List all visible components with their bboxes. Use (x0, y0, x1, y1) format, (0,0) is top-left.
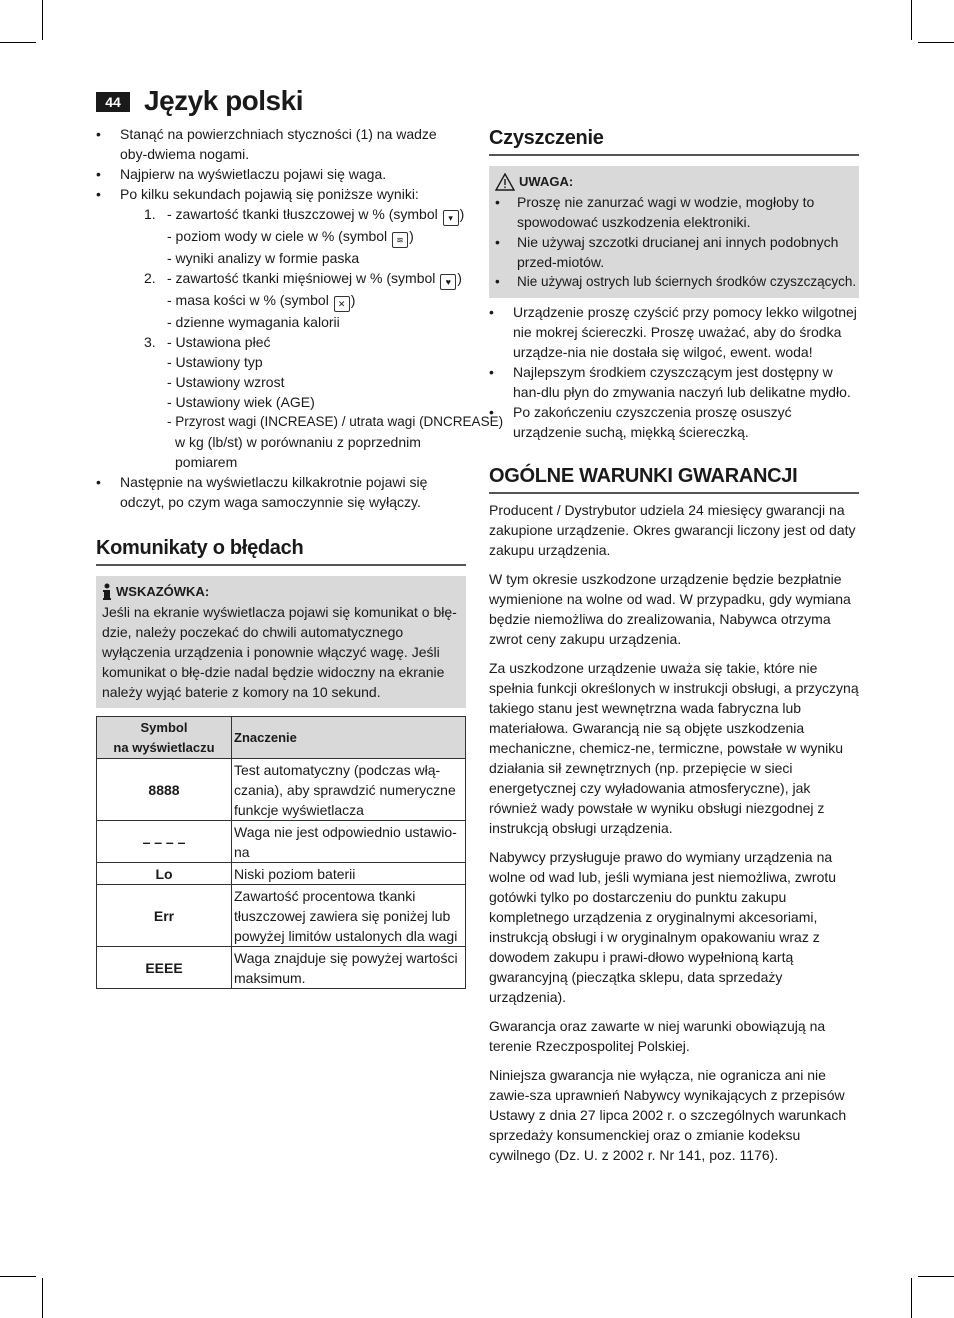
warranty-paragraph: Za uszkodzone urządzenie uważa się takie, które nie spełnia funkcji określonych w instrukcji obsługi, a przyczyną takiego stanu jest wewnętrzna wada fabryczna lub materiałowa. Gwarancją nie są objęte uszkodzenia mechaniczne, chemicz-ne, termiczne, powstałe w wyniku działania sił zewnętrznych (np. przepięcie w sieci energetycznej czy wyładowania atmosferyczne), jak również wady powstałe w wyniku obsługi niezgodnej z instrukcją obsługi urządzenia. (489, 660, 859, 836)
table-cell-symbol: Err (97, 885, 232, 947)
results-sublist (120, 204, 504, 472)
tip-text: Jeśli na ekranie wyświetlacza pojawi się komunikat o błę-dzie, należy poczekać do chwili automatycznego wyłączenia urządzenia i ponownie włączyć wagę. Jeśli komunikat o błę-dzie nadal będzie widoczny na ekranie należy wyjąć baterie z komory na 10 sekund. (102, 604, 457, 700)
result-number: 2. (144, 270, 156, 286)
cleaning-list (489, 302, 859, 442)
crop-mark (911, 0, 912, 40)
warning-triangle-icon (495, 173, 515, 191)
list-item: • Urządzenie proszę czyścić przy pomocy lekko wilgotnej nie mokrej ściereczki. Proszę uważać, aby do środka urządze-nia nie dostała się wilgoć, ewent. woda! (489, 302, 859, 362)
table-row (97, 947, 466, 989)
result-number: 1. (144, 206, 156, 222)
warranty-paragraph: Producent / Dystrybutor udziela 24 miesięcy gwarancji na zakupione urządzenie. Okres gwarancji liczony jest od daty zakupu urządzenia. (489, 502, 856, 558)
crop-mark (911, 1278, 912, 1318)
result-line: - Przyrost wagi (INCREASE) / utrata wagi (DNCREASE) (167, 414, 504, 429)
table-cell-meaning: Waga nie jest odpowiednio ustawio-na (232, 821, 466, 863)
crop-mark (0, 42, 36, 43)
warranty-paragraph: Niniejsza gwarancja nie wyłącza, nie ogranicza ani nie zawie-sza uprawnień Nabywcy wynikających z przepisów Ustawy z dnia 27 lipca 2002 r. o szczególnych warunkach sprzedaży konsumenckiej oraz o zmianie kodeksu cywilnego (Dz. U. z 2002 r. Nr 141, poz. 1176). (489, 1067, 847, 1163)
table-row (97, 863, 466, 885)
table-row (97, 759, 466, 821)
crop-mark (918, 1276, 954, 1277)
crop-mark (42, 1278, 43, 1318)
list-item: • Stanąć na powierzchniach styczności (1) na wadze oby-dwiema nogami. (96, 124, 466, 164)
page-title: Język polski (144, 85, 303, 116)
crop-mark (918, 42, 954, 43)
warranty-paragraph: Gwarancja oraz zawarte w niej warunki obowiązują na terenie Rzeczpospolitej Polskiej. (489, 1018, 826, 1054)
errors-heading: Komunikaty o błędach (96, 534, 466, 566)
results-list (96, 124, 504, 512)
table-row (97, 821, 466, 863)
list-item: • Po zakończeniu czyszczenia proszę osuszyć urządzenie suchą, miękką ściereczką. (489, 402, 859, 442)
crop-mark (42, 0, 43, 40)
column-header-symbol: Symbol na wyświetlaczu (97, 717, 232, 759)
table-cell-meaning: Test automatyczny (podczas włą-czania), aby sprawdzić numeryczne funkcje wyświetlacza (232, 759, 466, 821)
result-line: - Ustawiona płeć (167, 334, 271, 350)
tip-box (96, 576, 466, 708)
table-row (97, 885, 466, 947)
result-line: - masa kości w % (symbol (167, 292, 329, 308)
result-group (144, 332, 504, 472)
warning-label: UWAGA: (519, 174, 574, 189)
result-line: - Ustawiony typ (167, 354, 263, 370)
list-item: • Najlepszym środkiem czyszczącym jest dostępny w han-dlu płyn do zmywania naczyń lub delikatne mydło. (489, 362, 859, 402)
result-line: - Ustawiony wzrost (167, 374, 285, 390)
result-line: - zawartość tkanki mięśniowej w % (symbol (167, 270, 436, 286)
table-cell-meaning: Zawartość procentowa tkanki tłuszczowej zawiera się poniżej lub powyżej limitów ustalonych dla wagi (232, 885, 466, 947)
table-cell-symbol: – – – – (97, 821, 232, 863)
warranty-text (489, 500, 859, 1165)
error-table (96, 716, 466, 989)
warranty-heading: OGÓLNE WARUNKI GWARANCJI (489, 462, 859, 494)
crop-mark (0, 1276, 36, 1277)
result-line: - dzienne wymagania kalorii (167, 314, 340, 330)
list-item-text: Po kilku sekundach pojawią się poniższe wyniki: (120, 186, 419, 202)
list-item: • Najpierw na wyświetlaczu pojawi się waga. (96, 164, 466, 184)
info-icon (102, 583, 112, 601)
column-header-meaning: Znaczenie (232, 717, 466, 759)
list-item (96, 184, 504, 472)
list-item: • Nie używaj ostrych lub ściernych środków czyszczących. (495, 272, 853, 292)
warning-box (489, 166, 859, 298)
warning-list (495, 192, 857, 292)
list-item: • Nie używaj szczotki drucianej ani innych podobnych przed-miotów. (495, 232, 853, 272)
list-item: • Proszę nie zanurzać wagi w wodzie, mogłoby to spowodować uszkodzenia elektroniki. (495, 192, 853, 232)
fat-symbol-icon: ▾ (443, 210, 459, 226)
warranty-paragraph: Nabywcy przysługuje prawo do wymiany urządzenia na wolne od wad lub, jeśli wymiana jest niemożliwa, zwrotu gotówki tylko po dostarczeniu do punktu zakupu kompletnego urządzenia z oryginalnymi akcesoriami, instrukcją obsługi i w oryginalnym opakowaniu wraz z dowodem zakupu i prawi-dłowo wypełnioną kartą gwarancyjną (pieczątka sklepu, data sprzedaży urządzenia). (489, 849, 837, 1005)
cleaning-heading: Czyszczenie (489, 124, 859, 156)
muscle-symbol-icon: ♥ (440, 274, 456, 290)
table-cell-meaning: Waga znajduje się powyżej wartości maksimum. (232, 947, 466, 989)
result-line: - Ustawiony wiek (AGE) (167, 394, 315, 410)
result-line: w kg (lb/st) w porównaniu z poprzednim pomiarem (175, 434, 421, 470)
left-column (96, 124, 504, 989)
result-line: - poziom wody w ciele w % (symbol (167, 228, 388, 244)
page-number: 44 (96, 92, 130, 112)
table-cell-symbol: 8888 (97, 759, 232, 821)
table-cell-symbol: Lo (97, 863, 232, 885)
table-header-row (97, 717, 466, 759)
right-column (489, 124, 859, 1174)
water-symbol-icon: ≋ (392, 232, 408, 248)
result-line: - wyniki analizy w formie paska (167, 250, 360, 266)
result-group: 2. - zawartość tkanki mięśniowej w % (symbol ♥ ) - masa kości w % (symbol ✕ ) - dzienne wymagania kalorii (144, 268, 466, 332)
list-item: • Następnie na wyświetlaczu kilkakrotnie pojawi się odczyt, po czym waga samoczynnie się wyłączy. (96, 472, 466, 512)
result-group: 1. - zawartość tkanki tłuszczowej w % (symbol ▾ ) - poziom wody w ciele w % (symbol ≋ ) - wyniki analizy w formie paska (144, 206, 465, 266)
result-number: 3. (144, 334, 156, 350)
bone-symbol-icon: ✕ (334, 296, 350, 312)
table-cell-symbol: EEEE (97, 947, 232, 989)
result-line: - zawartość tkanki tłuszczowej w % (symbol (167, 206, 438, 222)
table-cell-meaning: Niski poziom baterii (232, 863, 466, 885)
tip-label: WSKAZÓWKA: (116, 584, 210, 599)
warranty-paragraph: W tym okresie uszkodzone urządzenie będzie bezpłatnie wymienione na wolne od wad. W przypadku, gdy wymiana będzie niemożliwa do zrealizowania, Nabywca otrzyma zwrot ceny zakupu urządzenia. (489, 571, 851, 647)
